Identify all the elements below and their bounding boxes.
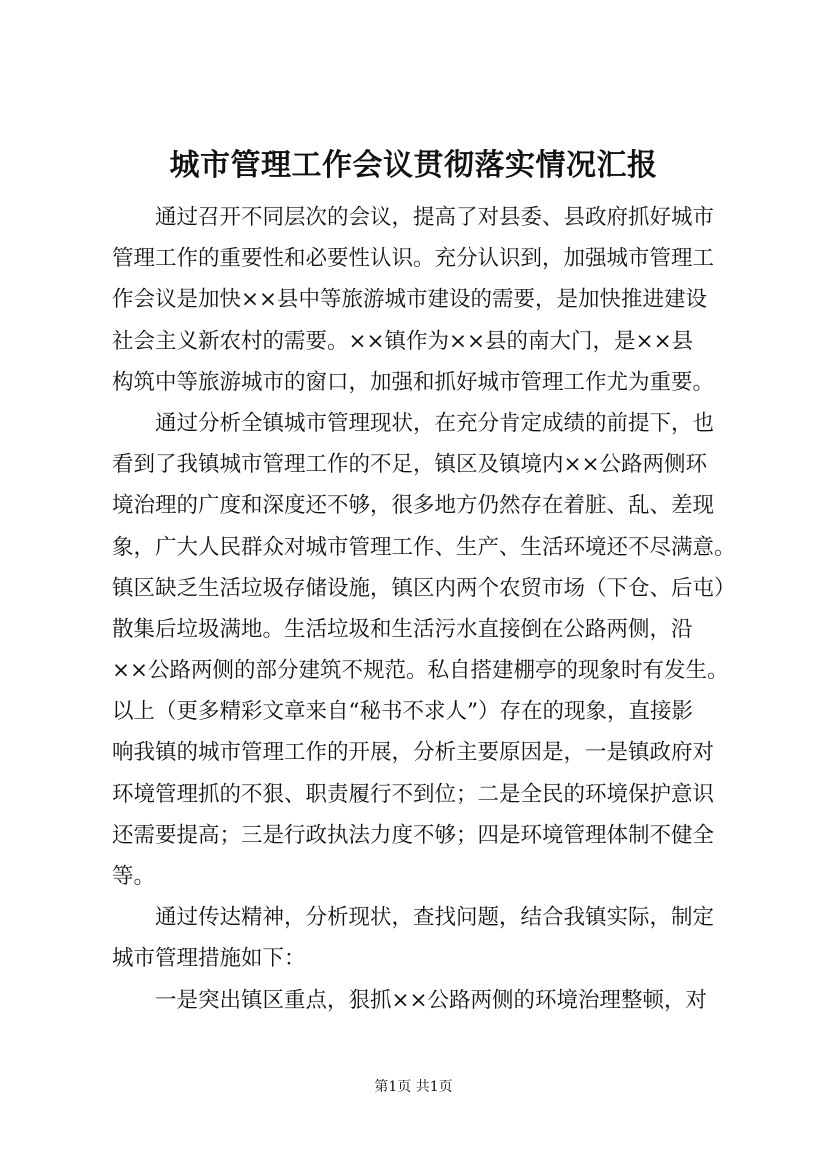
text-line: 以上（更多精彩文章来自“秘书不求人”）存在的现象，直接影 — [112, 699, 693, 725]
text-line: 看到了我镇城市管理工作的不足，镇区及镇境内××公路两侧环 — [112, 452, 708, 478]
text-line: 通过分析全镇城市管理现状，在充分肯定成绩的前提下，也 — [155, 410, 715, 436]
text-line: 社会主义新农村的需要。××镇作为××县的南大门，是××县 — [112, 328, 694, 354]
text-line: 一是突出镇区重点，狠抓××公路两侧的环境治理整顿，对 — [155, 987, 708, 1013]
paragraph-4 — [112, 980, 732, 1021]
text-line: 象，广大人民群众对城市管理工作、生产、生活环境还不尽满意。 — [112, 534, 736, 560]
text-line: 通过召开不同层次的会议，提高了对县委、县政府抓好城市 — [155, 205, 715, 230]
text-line: 通过传达精神，分析现状，查找问题，结合我镇实际，制定 — [155, 905, 715, 931]
text-line: 城市管理措施如下： — [112, 946, 306, 972]
page-footer: 第1页 共1页 — [374, 1079, 453, 1095]
text-line: 镇区缺乏生活垃圾存储设施，镇区内两个农贸市场（下仓、后屯） — [112, 575, 736, 601]
text-line: 管理工作的重要性和必要性认识。充分认识到，加强城市管理工 — [112, 246, 715, 272]
text-line: 作会议是加快××县中等旅游城市建设的需要，是加快推进建设 — [112, 287, 708, 313]
text-line: 散集后垃圾满地。生活垃圾和生活污水直接倒在公路两侧，沿 — [112, 616, 693, 642]
text-line: 等。 — [112, 864, 156, 889]
paragraph-2 — [112, 403, 736, 897]
text-line: 响我镇的城市管理工作的开展，分析主要原因是，一是镇政府对 — [112, 740, 715, 766]
text-line: 环境管理抓的不狠、职责履行不到位；二是全民的环境保护意识 — [112, 781, 715, 807]
text-line: 境治理的广度和深度还不够，很多地方仍然存在着脏、乱、差现 — [112, 493, 715, 519]
text-line: 还需要提高；三是行政执法力度不够；四是环境管理体制不健全 — [112, 822, 715, 848]
text-line: 构筑中等旅游城市的窗口，加强和抓好城市管理工作尤为重要。 — [112, 369, 715, 395]
paragraph-3 — [112, 897, 732, 979]
text-line: ××公路两侧的部分建筑不规范。私自搭建棚亭的现象时有发生。 — [112, 658, 729, 684]
document-body — [112, 197, 736, 1021]
paragraph-1 — [112, 197, 732, 403]
document-title: 城市管理工作会议贯彻落实情况汇报 — [169, 148, 658, 183]
